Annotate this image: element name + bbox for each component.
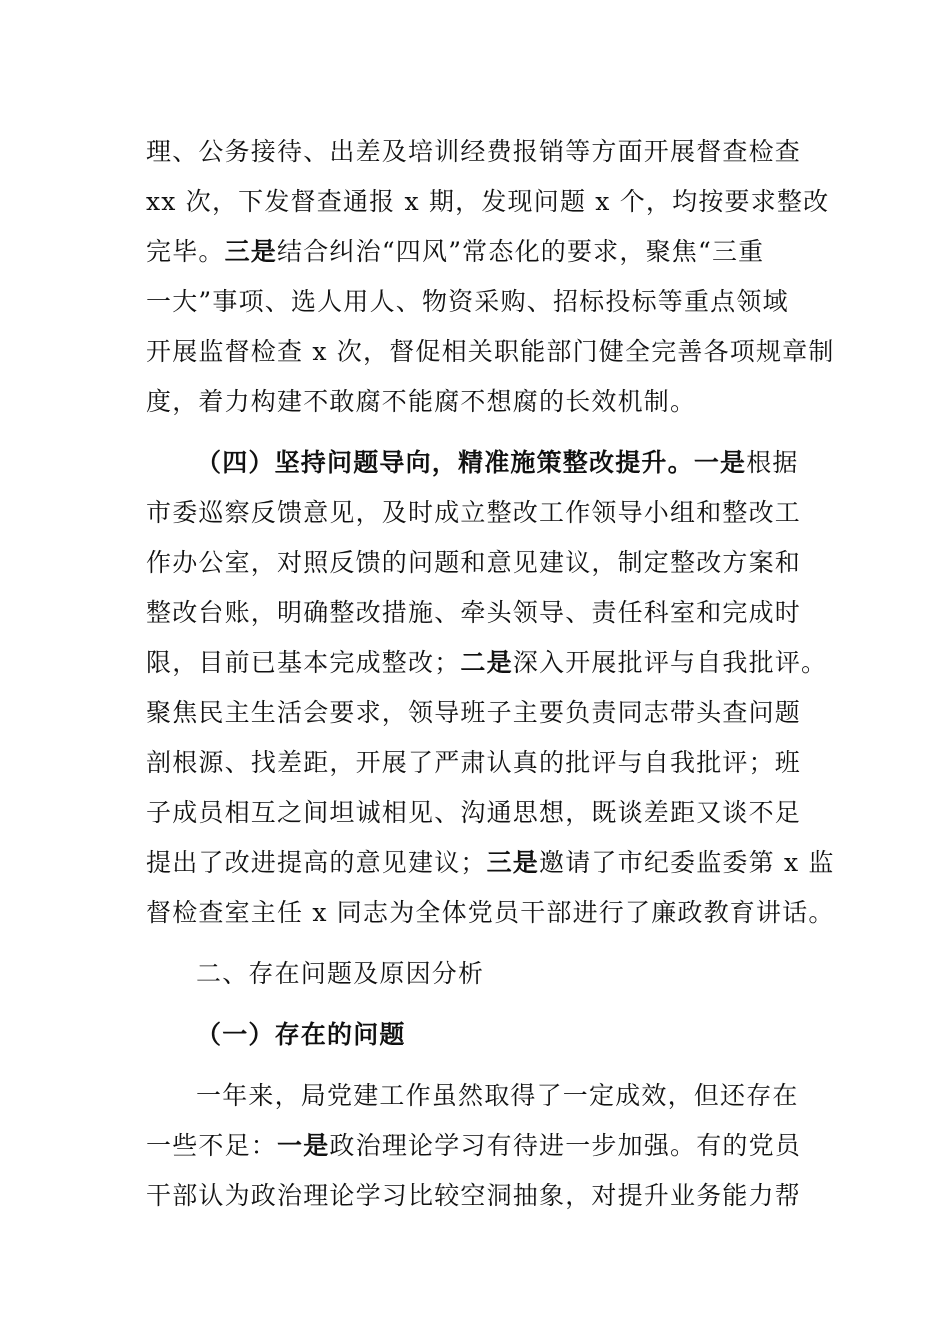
text-line	[146, 135, 801, 169]
heading-text: 二、存在问题及原因分析	[196, 959, 485, 988]
text: 度，着力构建不敢腐不能腐不想腐的长效机制。	[146, 387, 697, 416]
text: xx 次，下发督查通报 x 期，发现问题 x 个，均按要求整改	[146, 187, 830, 216]
subheading-1	[196, 1018, 406, 1052]
bold-text: 一是	[693, 448, 747, 477]
text-line	[146, 646, 827, 680]
text-line	[146, 1179, 801, 1213]
text: 一些不足：	[146, 1131, 278, 1160]
text: 子成员相互之间坦诚相见、沟通思想，既谈差距又谈不足	[146, 798, 802, 827]
text-line	[196, 1079, 799, 1113]
text-line	[146, 185, 829, 219]
section-heading-2	[196, 957, 484, 991]
text-line	[146, 796, 801, 830]
text: 政治理论学习有待进一步加强。有的党员	[329, 1131, 802, 1160]
text: 邀请了市纪委监委第 x 监	[539, 848, 835, 877]
text: 一大”事项、选人用人、物资采购、招标投标等重点领域	[146, 287, 789, 316]
text-line	[146, 1129, 801, 1163]
text-line	[146, 896, 835, 930]
bold-text: 三是	[224, 237, 278, 266]
text: 市委巡察反馈意见，及时成立整改工作领导小组和整改工	[146, 498, 802, 527]
text-line	[146, 846, 835, 880]
text-line	[146, 385, 696, 419]
text-line	[146, 746, 801, 780]
text: 督检查室主任 x 同志为全体党员干部进行了廉政教育讲话。	[146, 898, 835, 927]
text-line	[146, 335, 835, 369]
text-line	[146, 546, 801, 580]
text: 限，目前已基本完成整改；	[146, 648, 461, 677]
text: 结合纠治“四风”常态化的要求，聚焦“三重	[277, 237, 765, 266]
text: 理、公务接待、出差及培训经费报销等方面开展督查检查	[146, 137, 802, 166]
text: 一年来，局党建工作虽然取得了一定成效，但还存在	[196, 1081, 799, 1110]
text-line	[146, 285, 789, 319]
text-line	[146, 496, 801, 530]
text: 聚焦民主生活会要求，领导班子主要负责同志带头查问题	[146, 698, 802, 727]
text: 深入开展批评与自我批评。	[512, 648, 828, 677]
text: 提出了改进提高的意见建议；	[146, 848, 487, 877]
text: 整改台账，明确整改措施、牵头领导、责任科室和完成时	[146, 598, 802, 627]
bold-text: 二是	[460, 648, 513, 677]
text: 根据	[746, 448, 799, 477]
bold-text: 三是	[486, 848, 540, 877]
bold-text: 一是	[277, 1131, 330, 1160]
text: 干部认为政治理论学习比较空洞抽象，对提升业务能力帮	[146, 1181, 802, 1210]
text-line	[146, 696, 801, 730]
text-line	[146, 235, 764, 269]
text-line	[196, 446, 799, 480]
text-line	[146, 596, 801, 630]
text: 完毕。	[146, 237, 225, 266]
subheading-text: （一）存在的问题	[196, 1020, 406, 1049]
text: 剖根源、找差距，开展了严肃认真的批评与自我批评；班	[146, 748, 802, 777]
section-heading: （四）坚持问题导向，精准施策整改提升。	[196, 448, 694, 477]
text: 作办公室，对照反馈的问题和意见建议，制定整改方案和	[146, 548, 802, 577]
text: 开展监督检查 x 次，督促相关职能部门健全完善各项规章制	[146, 337, 835, 366]
